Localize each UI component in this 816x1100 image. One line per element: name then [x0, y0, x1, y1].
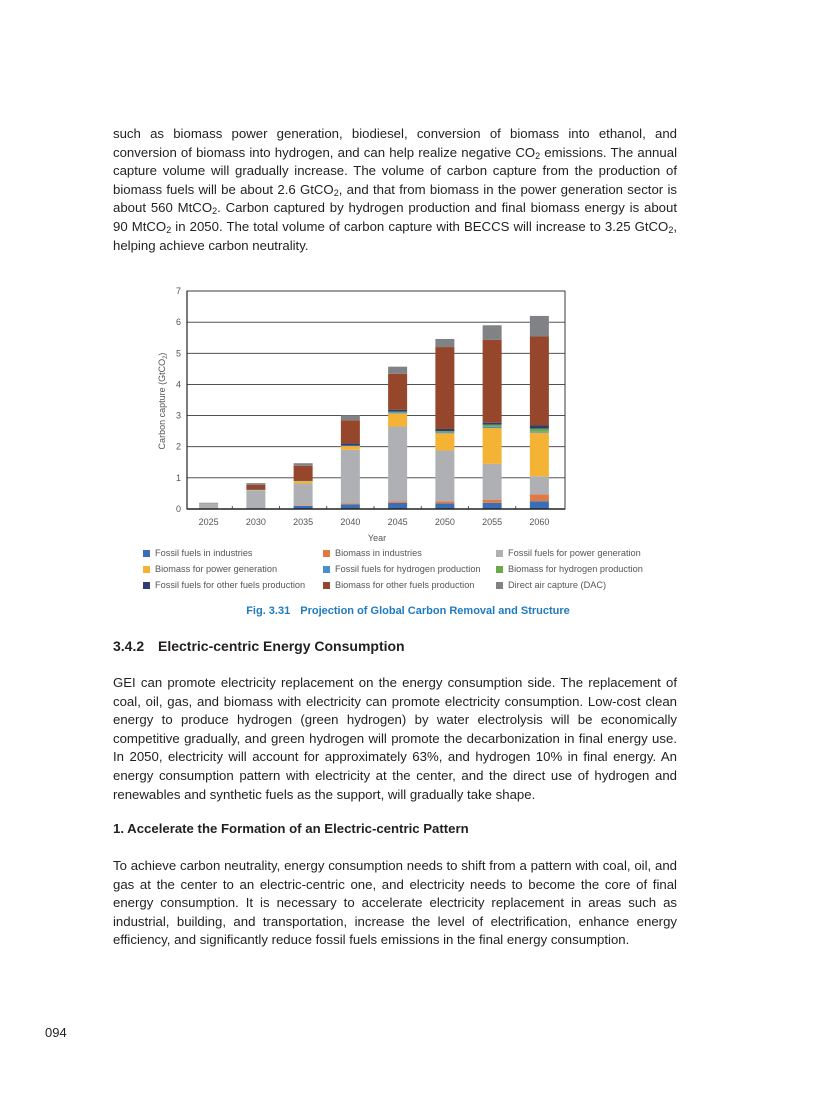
- bar-segment: [530, 426, 549, 429]
- body-paragraph-beccs: such as biomass power generation, biodiesel, conversion of biomass into ethanol, and conversion of biomass into hydrogen, and can help realize negative $CO_2$ emissions. The annual capture volume will gradually increase. The volume of carbon capture from the production of biomass fuels will be about 2.6 GtCO$_2$, and that from biomass in the power generation sector is about 560 MtCO$_2$. Carbon captured by hydrogen production and final biomass energy is about 90 MtCO$_2$ in 2050. The total volume of carbon capture with BECCS will increase to 3.25 GtCO$_2$, helping achieve carbon neutrality.: [113, 126, 677, 253]
- legend-swatch: [496, 582, 503, 589]
- legend-label: Biomass for other fuels production: [335, 580, 475, 590]
- figure-caption-text: Projection of Global Carbon Removal and Structure: [300, 605, 570, 617]
- bar-segment: [435, 450, 454, 501]
- legend-item: [143, 580, 305, 590]
- page-number: 094: [45, 1025, 67, 1040]
- bars: [199, 316, 549, 509]
- bar-segment: [246, 485, 265, 490]
- legend-label: Biomass for power generation: [155, 564, 278, 574]
- legend-swatch: [143, 566, 150, 573]
- gridlines: [187, 291, 565, 478]
- bar-segment: [435, 431, 454, 432]
- legend-item: [323, 548, 422, 558]
- bar-segment: [388, 501, 407, 503]
- legend-item: [143, 564, 277, 574]
- bar-segment: [388, 410, 407, 412]
- bar-segment: [435, 433, 454, 450]
- x-axis-title: Year: [367, 533, 387, 543]
- bar-segment: [530, 476, 549, 494]
- body-paragraph-electric-centric: GEI can promote electricity replacement on the energy consumption side. The replacement of coal, oil, gas, and biomass with electricity can promote electricity consumption. Low-cost clean energy to produce hydrogen (green hydrogen) by water electrolysis will be economically competitive gradually, and green hydrogen will promote the decarbonization in final energy use. In 2050, electricity will account for approximately 63%, and hydrogen 10% in final energy. An energy consumption pattern with electricity at the center, and the direct use of hydrogen and renewables and synthetic fuels as the support, will gradually take shape.: [113, 675, 677, 802]
- x-tick-label: 2025: [198, 517, 219, 527]
- bar-segment: [246, 489, 265, 490]
- legend-swatch: [496, 566, 503, 573]
- legend-item: [496, 580, 606, 590]
- bar-segment: [294, 463, 313, 465]
- bar-segment: [246, 483, 265, 485]
- legend-label: Fossil fuels in industries: [155, 548, 253, 558]
- legend-swatch: [323, 566, 330, 573]
- legend-label: Fossil fuels for hydrogen production: [335, 564, 481, 574]
- bar-segment: [388, 374, 407, 410]
- bar-segment: [530, 316, 549, 337]
- legend-swatch: [143, 550, 150, 557]
- legend-label: Biomass in industries: [335, 548, 422, 558]
- section-number: 3.4.2: [113, 638, 145, 654]
- bar-segment: [294, 466, 313, 481]
- section-heading: [113, 638, 405, 654]
- bar-segment: [341, 504, 360, 509]
- bar-segment: [246, 490, 265, 508]
- y-tick-label: 4: [175, 379, 181, 390]
- bar-segment: [530, 432, 549, 433]
- legend-item: [323, 580, 474, 590]
- subsection-heading: 1. Accelerate the Formation of an Electric-centric Pattern: [113, 821, 469, 836]
- y-axis-title: Carbon capture (GtCO$_2$): [157, 352, 169, 450]
- bar-segment: [483, 425, 502, 427]
- figure-number: Fig. 3.31: [246, 605, 291, 617]
- legend-label: Biomass for hydrogen production: [508, 564, 643, 574]
- bar-segment: [483, 500, 502, 503]
- legend-label: Fossil fuels for other fuels production: [155, 580, 306, 590]
- bar-segment: [341, 450, 360, 504]
- bar-segment: [530, 429, 549, 432]
- bar-segment: [530, 501, 549, 509]
- bar-segment: [435, 429, 454, 431]
- bar-segment: [341, 444, 360, 446]
- x-tick-label: 2030: [245, 517, 266, 527]
- legend-swatch: [323, 550, 330, 557]
- x-tick-label: 2060: [529, 517, 550, 527]
- bar-segment: [388, 413, 407, 426]
- chart-canvas: [140, 280, 660, 550]
- figure-caption: [0, 605, 816, 617]
- bar-segment: [483, 503, 502, 509]
- bar-segment: [483, 325, 502, 340]
- legend-item: [496, 548, 641, 558]
- bar-segment: [294, 481, 313, 483]
- bar-segment: [530, 433, 549, 477]
- bar-segment: [435, 503, 454, 509]
- bar-segment: [483, 423, 502, 425]
- y-tick-label: 7: [175, 286, 181, 296]
- bar-segment: [341, 446, 360, 450]
- x-tick-label: 2050: [434, 517, 455, 527]
- x-tick-label: 2035: [293, 517, 314, 527]
- legend-item: [496, 564, 643, 574]
- bar-segment: [294, 483, 313, 505]
- x-tick-label: 2045: [387, 517, 408, 527]
- bar-segment: [199, 503, 218, 504]
- bar-segment: [530, 494, 549, 501]
- bar-segment: [199, 503, 218, 509]
- legend-swatch: [143, 582, 150, 589]
- bar-segment: [341, 445, 360, 446]
- legend-item: [323, 564, 481, 574]
- x-tick-label: 2055: [482, 517, 503, 527]
- y-tick-label: 1: [175, 472, 181, 483]
- bar-segment: [341, 503, 360, 504]
- bar-segment: [388, 367, 407, 374]
- bar-segment: [294, 480, 313, 481]
- y-tick-label: 2: [175, 441, 181, 452]
- bar-segment: [483, 428, 502, 464]
- y-tick-label: 5: [175, 348, 181, 359]
- legend-swatch: [323, 582, 330, 589]
- stacked-bar-chart: [140, 280, 660, 550]
- bar-segment: [388, 412, 407, 413]
- bar-segment: [435, 432, 454, 433]
- y-tick-label: 0: [175, 504, 181, 514]
- bar-segment: [435, 501, 454, 503]
- bar-segment: [483, 427, 502, 428]
- bar-segment: [483, 464, 502, 500]
- bar-segment: [530, 336, 549, 425]
- bar-segment: [435, 347, 454, 429]
- bar-segment: [388, 503, 407, 509]
- bar-segment: [294, 505, 313, 506]
- y-tick-label: 3: [175, 410, 181, 421]
- y-tick-label: 6: [175, 317, 181, 328]
- section-title: Electric-centric Energy Consumption: [158, 638, 405, 654]
- bar-segment: [388, 426, 407, 501]
- plot-frame: [187, 291, 565, 509]
- legend-item: [143, 548, 253, 558]
- bar-segment: [341, 420, 360, 443]
- legend-label: Fossil fuels for power generation: [508, 548, 641, 558]
- bar-segment: [483, 340, 502, 423]
- bar-segment: [388, 412, 407, 413]
- body-paragraph-carbon-neutrality: To achieve carbon neutrality, energy consumption needs to shift from a pattern with coal, oil, and gas at the center to an electric-centric one, and electricity needs to become the core of final energy consumption. It is necessary to accelerate electricity replacement in areas such as industrial, building, and transportation, increase the level of electrification, enhance energy efficiency, and significantly reduce fossil fuels emissions in the final energy consumption.: [113, 858, 677, 948]
- legend-label: Direct air capture (DAC): [508, 580, 607, 590]
- bar-segment: [435, 339, 454, 347]
- bar-segment: [341, 416, 360, 421]
- x-tick-label: 2040: [340, 517, 361, 527]
- legend-swatch: [496, 550, 503, 557]
